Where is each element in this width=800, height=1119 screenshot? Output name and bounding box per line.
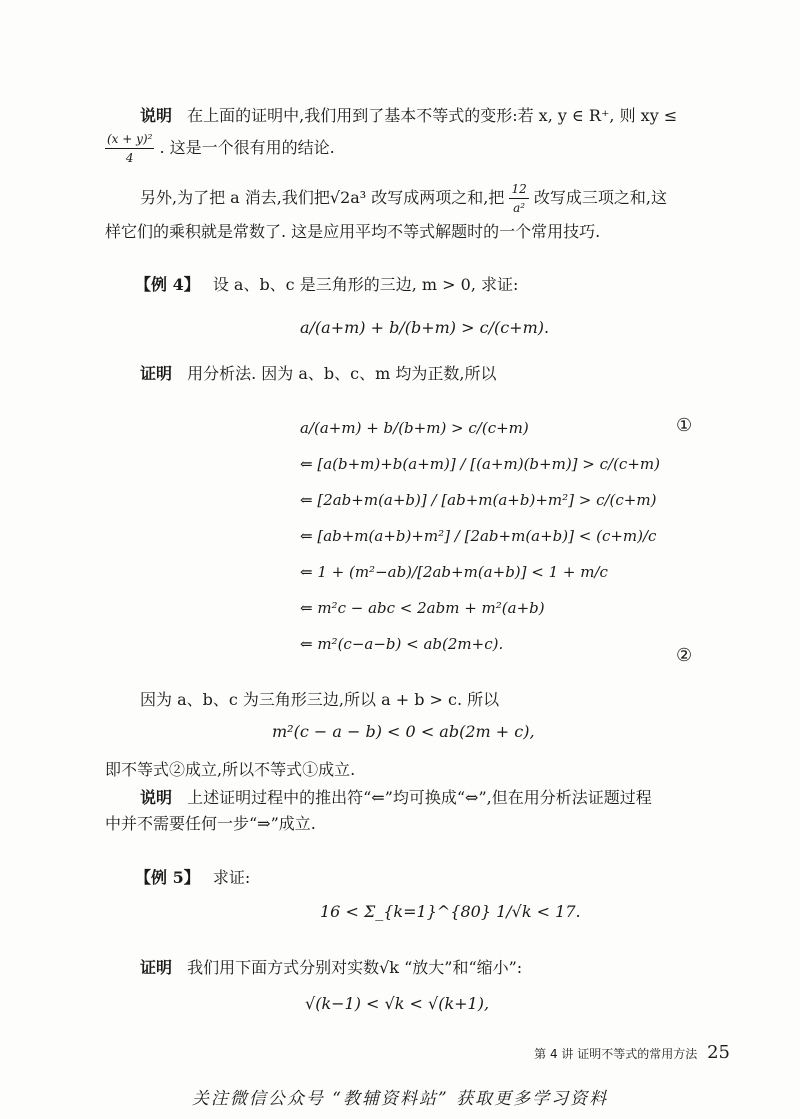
note1-text-end: . 这是一个很有用的结论. [159,138,335,157]
ex4-after-formula: m²(c − a − b) < 0 < ab(2m + c), [272,722,535,741]
ex5-formula2: √(k−1) < √k < √(k+1), [305,994,490,1013]
ex5-label: 【例 5】 [135,868,200,887]
ex5-heading: 【例 5】 求证: [135,868,251,887]
ex4-derivation [300,410,660,662]
step-7: ⇐ m²(c−a−b) < ab(2m+c). [300,635,504,653]
step-2: ⇐ [a(b+m)+b(a+m)] / [(a+m)(b+m)] > c/(c+m) [300,455,660,473]
ex4-text: 设 a、b、c 是三角形的三边, m > 0, 求证: [212,275,519,294]
marker-2: ② [676,645,693,666]
step-6: ⇐ m²c − abc < 2abm + m²(a+b) [300,599,545,617]
ex4-heading [105,273,518,297]
note2-label: 说明 [140,788,173,807]
para2-fraction: $\frac{12}{\text{a²}}$ [511,182,527,215]
para2-line2: 样它们的乘积就是常数了. 这是应用平均不等式解题时的一个常用技巧. [105,222,601,241]
note1-line2 [105,130,335,167]
ex4-proof: 证明 用分析法. 因为 a、b、c、m 均为正数,所以 [140,364,497,383]
marker-1: ① [676,415,693,436]
step-3: ⇐ [2ab+m(a+b)] / [ab+m(a+b)+m²] > c/(c+m) [300,491,657,509]
ex4-after1: 因为 a、b、c 为三角形三边,所以 a + b > c. 所以 [140,690,500,709]
ex5-formula: 16 < Σ_{k=1}^{80} 1/√k < 17. [320,902,581,921]
bottom-banner: 关注微信公众号 “教辅资料站” 获取更多学习资料 [191,1089,609,1109]
page-number: 25 [707,1042,730,1063]
page-footer [534,1042,730,1063]
note2-line2: 中并不需要任何一步“⇒”成立. [105,814,316,833]
chapter-title: 第 4 讲 证明不等式的常用方法 [534,1047,698,1061]
step-4: ⇐ [ab+m(a+b)+m²] / [2ab+m(a+b)] < (c+m)/c [300,527,657,545]
ex4-proof-label: 证明 [140,364,173,383]
note1-fraction: $\frac{\text{(x + y)²}}{4}$ [107,132,153,165]
ex4-formula: a/(a+m) + b/(b+m) > c/(c+m). [300,318,550,337]
step-1: a/(a+m) + b/(b+m) > c/(c+m) [300,419,529,437]
note1-label: 说明 [140,106,173,125]
note1-line1 [105,104,677,128]
note2-line1: 说明 上述证明过程中的推出符“⇐”均可换成“⇔”,但在用分析法证题过程 [140,788,652,807]
note1-text: 在上面的证明中,我们用到了基本不等式的变形:若 x, y ∈ R⁺, 则 xy ≤ [187,106,678,125]
ex4-after2: 即不等式②成立,所以不等式①成立. [105,760,356,779]
step-5: ⇐ 1 + (m²−ab)/[2ab+m(a+b)] < 1 + m/c [300,563,608,581]
para2-line1: 另外,为了把 a 消去,我们把√2a³ 改写成两项之和,把 $\frac{12}{\text{a²}}$ 改写成三项之和,这 [140,182,667,215]
ex5-proof-label: 证明 [140,958,173,977]
ex4-label: 【例 4】 [135,275,200,294]
ex5-proof: 证明 我们用下面方式分别对实数√k “放大”和“缩小”: [140,958,523,977]
